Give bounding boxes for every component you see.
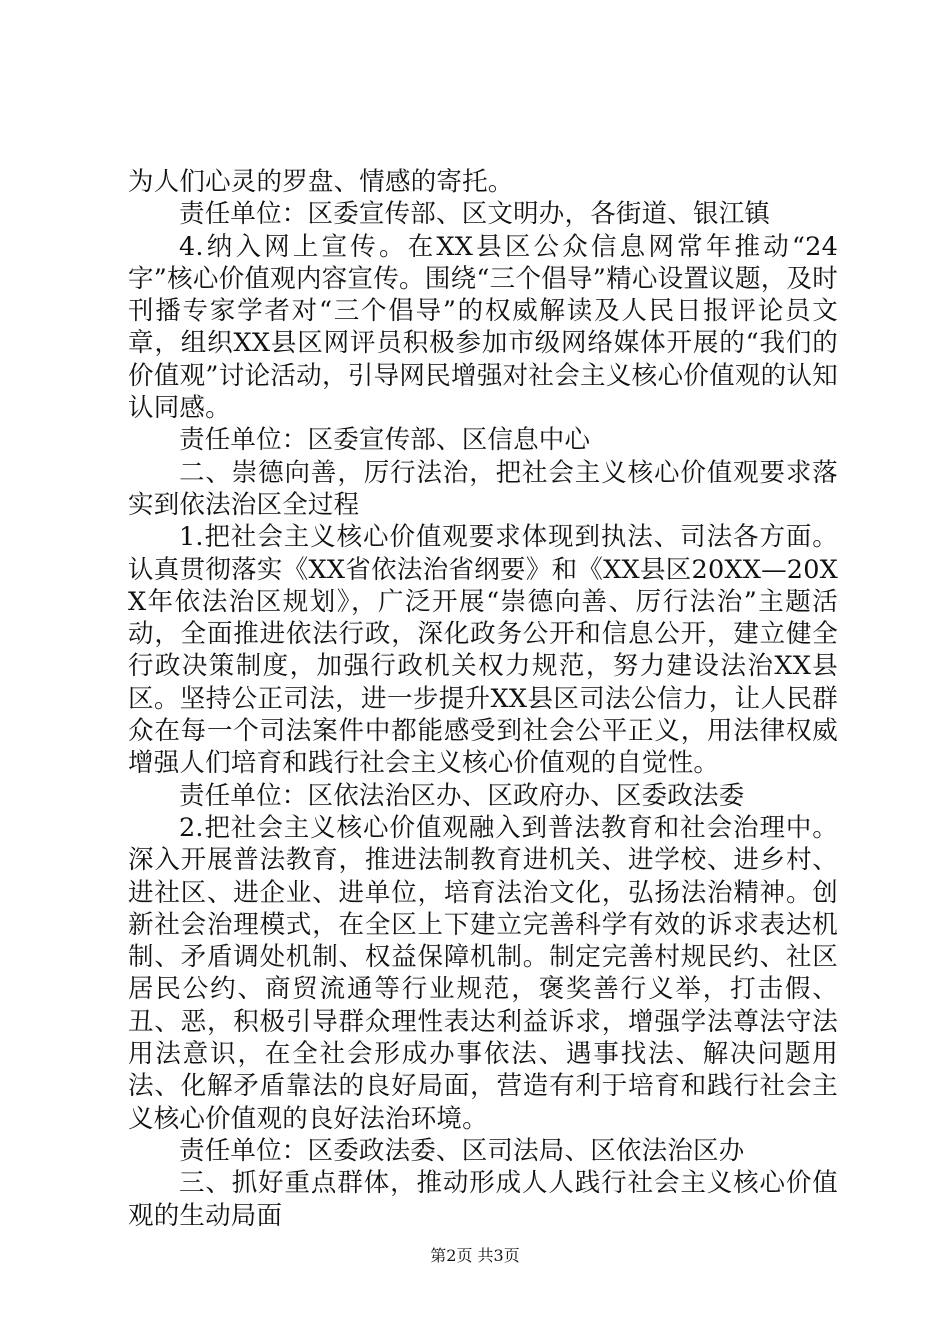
paragraph-responsible-unit: 责任单位：区委政法委、区司法局、区依法治区办 (179, 1135, 745, 1166)
section-heading-2: 二、崇德向善，厉行法治，把社会主义核心价值观要求落实到依法治区全过程 (128, 457, 838, 520)
paragraph-responsible-unit: 责任单位：区委宣传部、区文明办，各街道、银江镇 (179, 199, 771, 230)
paragraph-responsible-unit: 责任单位：区依法治区办、区政府办、区委政法委 (179, 780, 745, 811)
document-body (128, 166, 838, 1232)
paragraph-responsible-unit: 责任单位：区委宣传部、区信息中心 (179, 425, 591, 456)
page-number-footer: 第2页 共3页 (430, 1246, 520, 1265)
section-heading-3: 三、抓好重点群体，推动形成人人践行社会主义核心价值观的生动局面 (128, 1168, 838, 1231)
paragraph-item-2-legal-education: 2.把社会主义核心价值观融入到普法教育和社会治理中。深入开展普法教育，推进法制教育进机关、进学校、进乡村、进社区、进企业、进单位，培育法治文化，弘扬法治精神。创新社会治理模式，在全区上下建立完善科学有效的诉求表达机制、矛盾调处机制、权益保障机制。制定完善村规民约、社区居民公约、商贸流通等行业规范，褒奖善行义举，打击假、丑、恶，积极引导群众理性表达利益诉求，增强学法尊法守法用法意识，在全社会形成办事依法、遇事找法、解决问题用法、化解矛盾靠法的良好局面，营造有利于培育和践行社会主义核心价值观的良好法治环境。 (128, 812, 838, 1134)
paragraph-item-4-online-publicity: 4.纳入网上宣传。在XX县区公众信息网常年推动“24字”核心价值观内容宣传。围绕“三个倡导”精心设置议题，及时刊播专家学者对“三个倡导”的权威解读及人民日报评论员文章，组织XX县区网评员积极参加市级网络媒体开展的“我们的价值观”讨论活动，引导网民增强对社会主义核心价值观的认知认同感。 (128, 231, 838, 424)
paragraph-continuation: 为人们心灵的罗盘、情感的寄托。 (128, 167, 514, 197)
paragraph-item-1-law-enforcement: 1.把社会主义核心价值观要求体现到执法、司法各方面。认真贯彻落实《XX省依法治省纲要》和《XX县区20XX—20XX年依法治区规划》，广泛开展“崇德向善、厉行法治”主题活动，全面推进依法行政，深化政务公开和信息公开，建立健全行政决策制度，加强行政机关权力规范，努力建设法治XX县区。坚持公正司法，进一步提升XX县区司法公信力，让人民群众在每一个司法案件中都能感受到社会公平正义，用法律权威增强人们培育和践行社会主义核心价值观的自觉性。 (128, 522, 838, 779)
